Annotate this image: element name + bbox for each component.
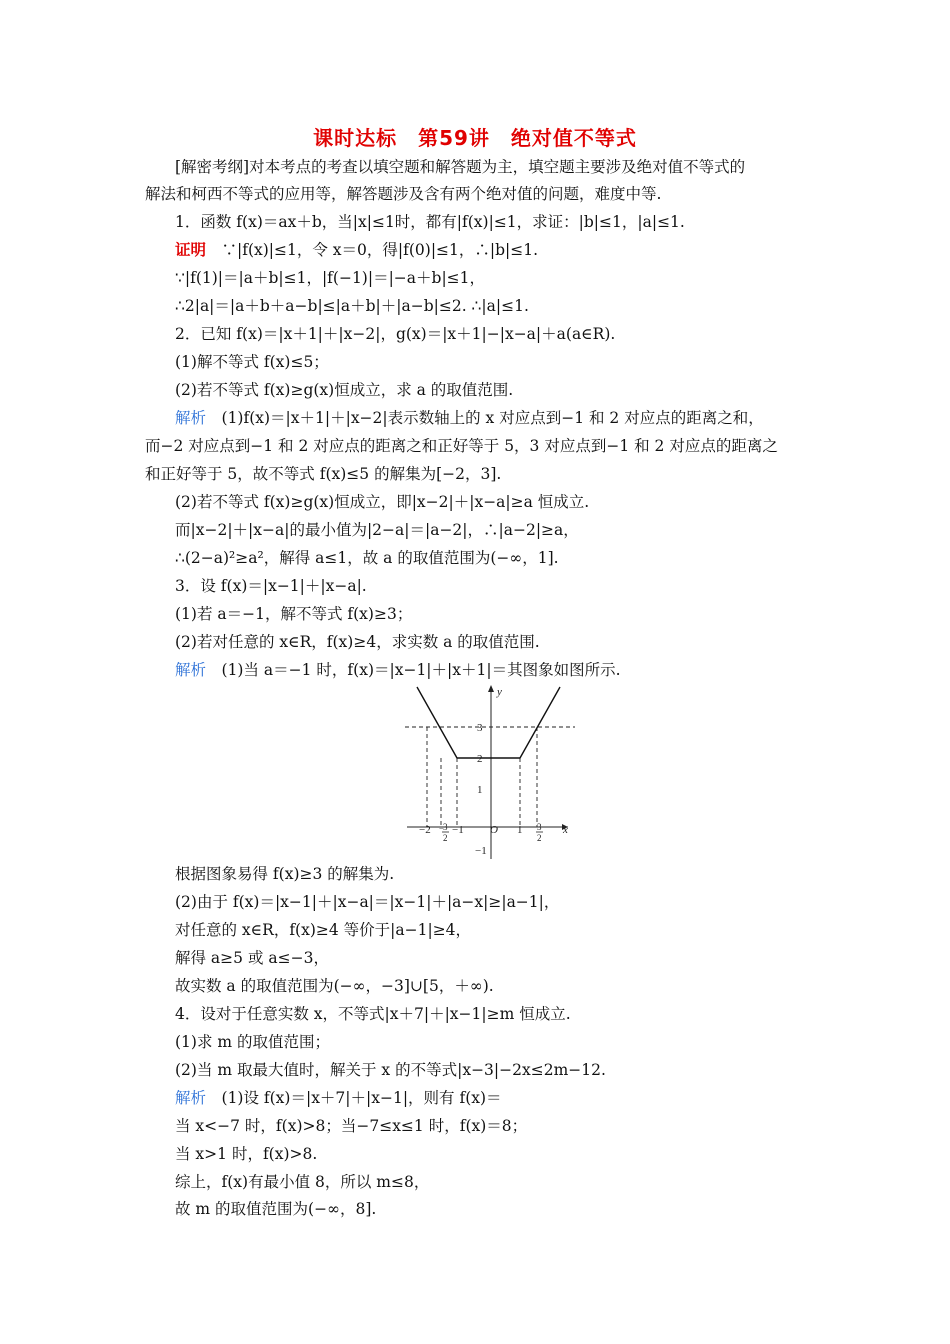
text-line bbox=[175, 212, 685, 232]
text-line bbox=[175, 976, 494, 996]
line-text: 4．设对于任意实数 x，不等式|x＋7|＋|x−1|≥m 恒成立. bbox=[175, 1005, 571, 1023]
text-line bbox=[175, 1004, 571, 1024]
x-tick-minus2: −2 bbox=[419, 824, 431, 836]
line-text: 综上，f(x)有最小值 8，所以 m≤8， bbox=[175, 1173, 430, 1191]
proof-label: 证明 bbox=[175, 241, 207, 259]
analysis-label: 解析 bbox=[175, 661, 207, 679]
text-line bbox=[175, 520, 579, 540]
text-line bbox=[175, 408, 764, 428]
y-tick-minus1: −1 bbox=[475, 845, 487, 857]
frac-neg-minus: − bbox=[439, 824, 444, 833]
text-line bbox=[145, 436, 778, 456]
line-text: ∵|f(x)|≤1，令 x＝0，得|f(0)|≤1，∴|b|≤1. bbox=[206, 241, 539, 259]
line-text: 和正好等于 5，故不等式 f(x)≤5 的解集为[−2，3]. bbox=[145, 465, 502, 483]
line-text: 根据图象易得 f(x)≥3 的解集为. bbox=[175, 865, 395, 883]
text-line bbox=[175, 492, 589, 512]
text-line bbox=[175, 1116, 527, 1136]
page-title: 课时达标 第59讲 绝对值不等式 bbox=[313, 126, 637, 150]
line-text: 对任意的 x∈R，f(x)≥4 等价于|a−1|≥4， bbox=[175, 921, 472, 939]
text-line bbox=[175, 1088, 502, 1108]
text-line bbox=[175, 1199, 376, 1219]
text-line bbox=[175, 1032, 330, 1052]
frac-neg-num: 3 bbox=[443, 822, 448, 832]
line-text: 而−2 对应点到−1 和 2 对应点的距离之和正好等于 5，3 对应点到−1 和 2 对应点的距离之 bbox=[145, 437, 778, 455]
text-line bbox=[145, 464, 501, 484]
graph-figure bbox=[405, 683, 580, 861]
text-line bbox=[175, 864, 394, 884]
line-text: 当 x>1 时，f(x)>8. bbox=[175, 1145, 318, 1163]
line-text: 解法和柯西不等式的应用等，解答题涉及含有两个绝对值的问题，难度中等. bbox=[145, 185, 662, 203]
text-line bbox=[175, 1172, 429, 1192]
text-line bbox=[175, 1144, 317, 1164]
y-tick-1: 1 bbox=[477, 784, 483, 796]
text-line bbox=[175, 352, 329, 372]
text-line bbox=[175, 920, 471, 940]
x-axis-label: x bbox=[563, 824, 568, 836]
line-text: ∵|f(1)|＝|a＋b|≤1，|f(−1)|＝|−a＋b|≤1， bbox=[175, 269, 486, 287]
line-text: (2)由于 f(x)＝|x−1|＋|x−a|＝|x−1|＋|a−x|≥|a−1|， bbox=[175, 893, 560, 911]
y-tick-2: 2 bbox=[477, 753, 483, 765]
y-tick-3: 3 bbox=[477, 722, 483, 734]
line-text: 2．已知 f(x)＝|x＋1|＋|x−2|，g(x)＝|x＋1|−|x−a|＋a(a∈R). bbox=[175, 325, 616, 343]
line-text: (1)若 a＝−1，解不等式 f(x)≥3； bbox=[175, 605, 413, 623]
text-line bbox=[145, 184, 661, 204]
line-text: (2)若不等式 f(x)≥g(x)恒成立，求 a 的取值范围. bbox=[175, 381, 514, 399]
text-line bbox=[175, 576, 367, 596]
line-text: (1)设 f(x)＝|x＋7|＋|x−1|，则有 f(x)＝ bbox=[206, 1089, 502, 1107]
frac-neg-den: 2 bbox=[443, 833, 448, 843]
line-text: [解密考纲]对本考点的考查以填空题和解答题为主，填空题主要涉及绝对值不等式的 bbox=[175, 158, 746, 176]
line-text: (2)若对任意的 x∈R，f(x)≥4，求实数 a 的取值范围. bbox=[175, 633, 540, 651]
line-text: 1．函数 f(x)＝ax＋b，当|x|≤1时，都有|f(x)|≤1，求证：|b|≤1，|a|≤1. bbox=[175, 213, 685, 231]
x-tick-1: 1 bbox=[517, 824, 523, 836]
text-line bbox=[175, 604, 412, 624]
frac-pos-den: 2 bbox=[537, 833, 542, 843]
text-line bbox=[175, 380, 513, 400]
text-line bbox=[175, 240, 538, 260]
text-line bbox=[175, 892, 559, 912]
x-tick-minus1: −1 bbox=[452, 824, 464, 836]
line-text: (2)若不等式 f(x)≥g(x)恒成立，即|x−2|＋|x−a|≥a 恒成立. bbox=[175, 493, 590, 511]
line-text: 解得 a≥5 或 a≤−3， bbox=[175, 949, 329, 967]
text-line bbox=[175, 268, 485, 288]
line-text: 3．设 f(x)＝|x−1|＋|x−a|. bbox=[175, 577, 367, 595]
frac-pos-num: 3 bbox=[537, 822, 542, 832]
text-line bbox=[175, 157, 745, 177]
line-text: (1)当 a＝−1 时，f(x)＝|x−1|＋|x＋1|＝其图象如图所示. bbox=[206, 661, 621, 679]
line-text: ∴(2−a)²≥a²，解得 a≤1，故 a 的取值范围为(−∞，1]. bbox=[175, 549, 559, 567]
line-text: ∴2|a|＝|a＋b＋a−b|≤|a＋b|＋|a−b|≤2. ∴|a|≤1. bbox=[175, 297, 529, 315]
text-line bbox=[175, 632, 540, 652]
analysis-label: 解析 bbox=[175, 1089, 207, 1107]
function-graph bbox=[417, 687, 560, 758]
line-text: 故 m 的取值范围为(−∞，8]. bbox=[175, 1200, 377, 1218]
y-axis-label: y bbox=[497, 686, 502, 698]
line-text: 而|x−2|＋|x−a|的最小值为|2−a|＝|a−2|，∴|a−2|≥a， bbox=[175, 521, 579, 539]
text-line bbox=[175, 548, 559, 568]
line-text: (1)f(x)＝|x＋1|＋|x−2|表示数轴上的 x 对应点到−1 和 2 对应点的距离之和， bbox=[206, 409, 764, 427]
origin-label: O bbox=[490, 824, 498, 836]
y-axis-arrow bbox=[488, 685, 494, 692]
analysis-label: 解析 bbox=[175, 409, 207, 427]
line-text: 故实数 a 的取值范围为(−∞，−3]∪[5，＋∞). bbox=[175, 977, 494, 995]
text-line bbox=[175, 296, 529, 316]
line-text: (1)解不等式 f(x)≤5； bbox=[175, 353, 329, 371]
line-text: (2)当 m 取最大值时，解关于 x 的不等式|x−3|−2x≤2m−12. bbox=[175, 1061, 606, 1079]
line-text: 当 x<−7 时，f(x)>8；当−7≤x≤1 时，f(x)＝8； bbox=[175, 1117, 528, 1135]
text-line bbox=[175, 324, 615, 344]
line-text: (1)求 m 的取值范围； bbox=[175, 1033, 331, 1051]
text-line bbox=[175, 1060, 606, 1080]
text-line bbox=[175, 948, 329, 968]
text-line bbox=[175, 660, 621, 680]
